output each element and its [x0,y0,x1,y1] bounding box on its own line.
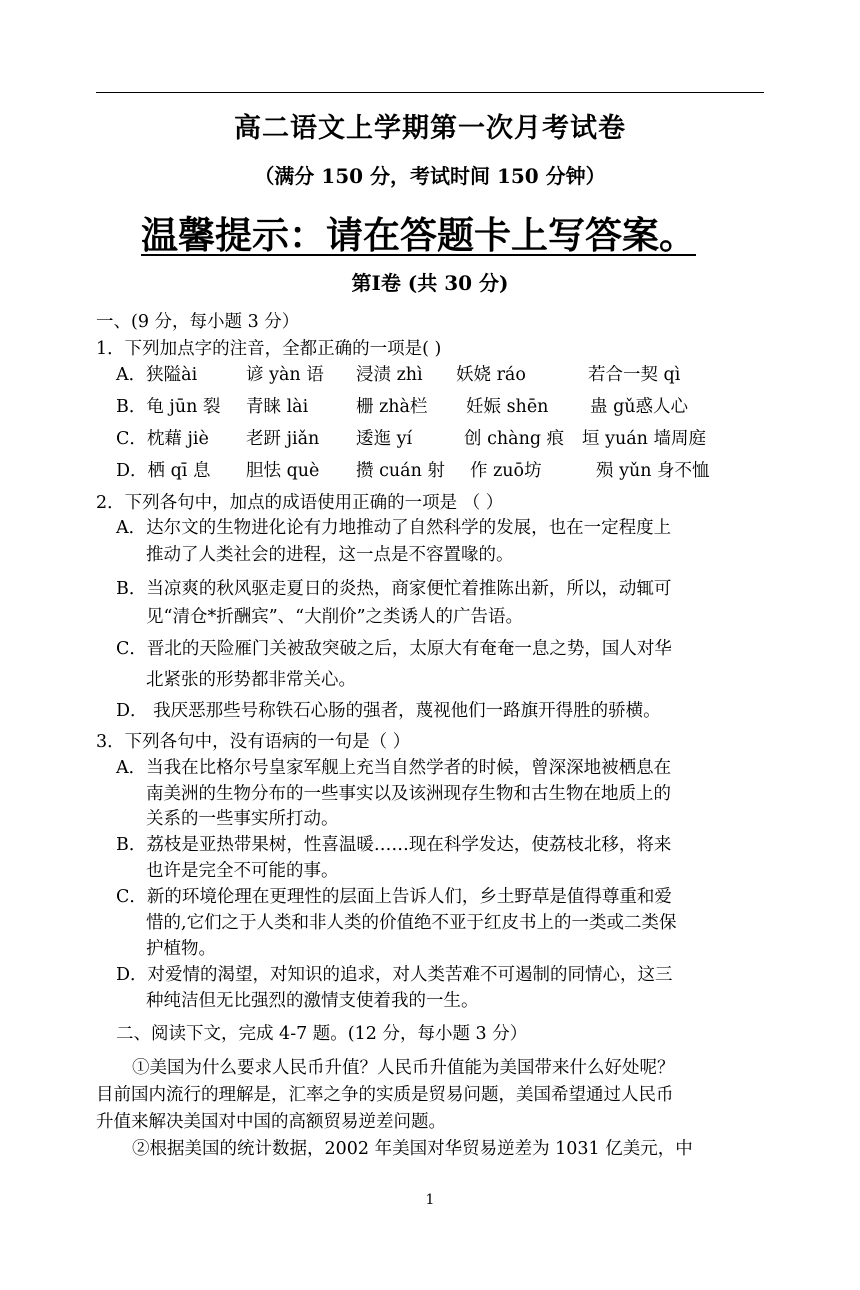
part-heading: 第Ⅰ卷 (共 30 分) [351,271,509,295]
q3-option-b-line2: 也许是完全不可能的事。 [146,861,339,881]
q3-option-a-line2: 南美洲的生物分布的一些事实以及该洲现存生物和古生物在地质上的 [146,784,671,804]
q3-option-c-line2: 惜的,它们之于人类和非人类的价值绝不亚于红皮书上的一类或二类保 [146,913,677,933]
q1-stem: 1．下列加点字的注音，全都正确的一项是( ) [96,339,442,359]
exam-title: 高二语文上学期第一次月考试卷 [234,113,626,144]
q1-a-2: 谚 yàn 语 [246,365,324,385]
q3-stem: 3．下列各句中，没有语病的一句是（ ） [96,732,411,752]
q1-c-4: 创 chàng 痕 [464,429,565,449]
q2-option-d: D． 我厌恶那些号称铁石心肠的强者，蔑视他们一路旗开得胜的骄横。 [116,701,661,721]
exam-subtitle: （满分 150 分，考试时间 150 分钟） [254,164,606,188]
q3-option-c-line3: 护植物。 [146,939,216,959]
notice-banner: 温馨提示：请在答题卡上写答案。 [141,213,696,257]
q1-c-1: C．枕藉 jiè [116,429,209,449]
q1-d-3: 攒 cuán 射 [356,461,445,481]
q1-b-3: 栅 zhà栏 [356,397,428,417]
passage-p1-line1: ①美国为什么要求人民币升值？人民币升值能为美国带来什么好处呢？ [132,1058,675,1078]
q3-option-c-line1: C．新的环境伦理在更理性的层面上告诉人们，乡土野草是值得尊重和爱 [116,887,672,907]
q1-c-5: 垣 yuán 墙周庭 [582,429,706,449]
q1-c-3: 逶迤 yí [356,429,413,449]
section2-heading: 二、阅读下文，完成 4-7 题。(12 分，每小题 3 分） [116,1024,528,1044]
q2-option-a-line2: 推动了人类社会的进程，这一点是不容置喙的。 [146,545,514,565]
passage-p1-line3: 升值来解决美国对中国的高额贸易逆差问题。 [96,1112,446,1132]
q1-b-5: 蛊 gǔ惑人心 [590,397,689,417]
q2-option-b-line1: B．当凉爽的秋风驱走夏日的炎热，商家便忙着推陈出新，所以，动辄可 [116,579,672,599]
q3-option-d-line1: D．对爱情的渴望，对知识的追求，对人类苦难不可遏制的同情心，这三 [116,965,673,985]
q1-c-2: 老趼 jiǎn [246,429,320,449]
q1-d-1: D．栖 qī 息 [116,461,211,481]
q1-b-4: 妊娠 shēn [466,397,549,417]
top-rule [96,92,764,93]
q2-option-c-line1: C．晋北的天险雁门关被敌突破之后，太原大有奄奄一息之势，国人对华 [116,639,672,659]
q1-a-1: A．狭隘ài [116,365,198,385]
q3-option-a-line1: A．当我在比格尔号皇家军舰上充当自然学者的时候，曾深深地被栖息在 [116,758,672,778]
q2-option-a-line1: A．达尔文的生物进化论有力地推动了自然科学的发展，也在一定程度上 [116,518,672,538]
q1-a-4: 妖娆 ráo [456,365,526,385]
passage-p1-line2: 目前国内流行的理解是，汇率之争的实质是贸易问题，美国希望通过人民币 [96,1085,674,1105]
q3-option-a-line3: 关系的一些事实所打动。 [146,809,339,829]
q1-d-4: 作 zuō坊 [470,461,542,481]
q1-b-2: 青睐 lài [246,397,309,417]
q3-option-d-line2: 种纯洁但无比强烈的激情支使着我的一生。 [146,991,479,1011]
q3-option-b-line1: B．荔枝是亚热带果树，性喜温暖……现在科学发达，使荔枝北移，将来 [116,835,672,855]
q2-stem: 2．下列各句中，加点的成语使用正确的一项是 （ ） [96,493,504,513]
page-number: 1 [425,1192,435,1208]
q2-option-b-line2: 见“清仓*折酬宾”、“大削价”之类诱人的广告语。 [146,607,524,627]
q1-b-1: B．龟 jūn 裂 [116,397,221,417]
q1-a-3: 浸渍 zhì [356,365,423,385]
q1-a-5: 若合一契 qì [588,365,681,385]
q2-option-c-line2: 北紧张的形势都非常关心。 [146,670,356,690]
q1-d-2: 胆怯 què [246,461,320,481]
section1-heading: 一、(9 分，每小题 3 分） [96,312,300,332]
passage-p2-line1: ②根据美国的统计数据，2002 年美国对华贸易逆差为 1031 亿美元，中 [132,1139,693,1159]
q1-d-5: 殒 yǔn 身不恤 [596,461,710,481]
